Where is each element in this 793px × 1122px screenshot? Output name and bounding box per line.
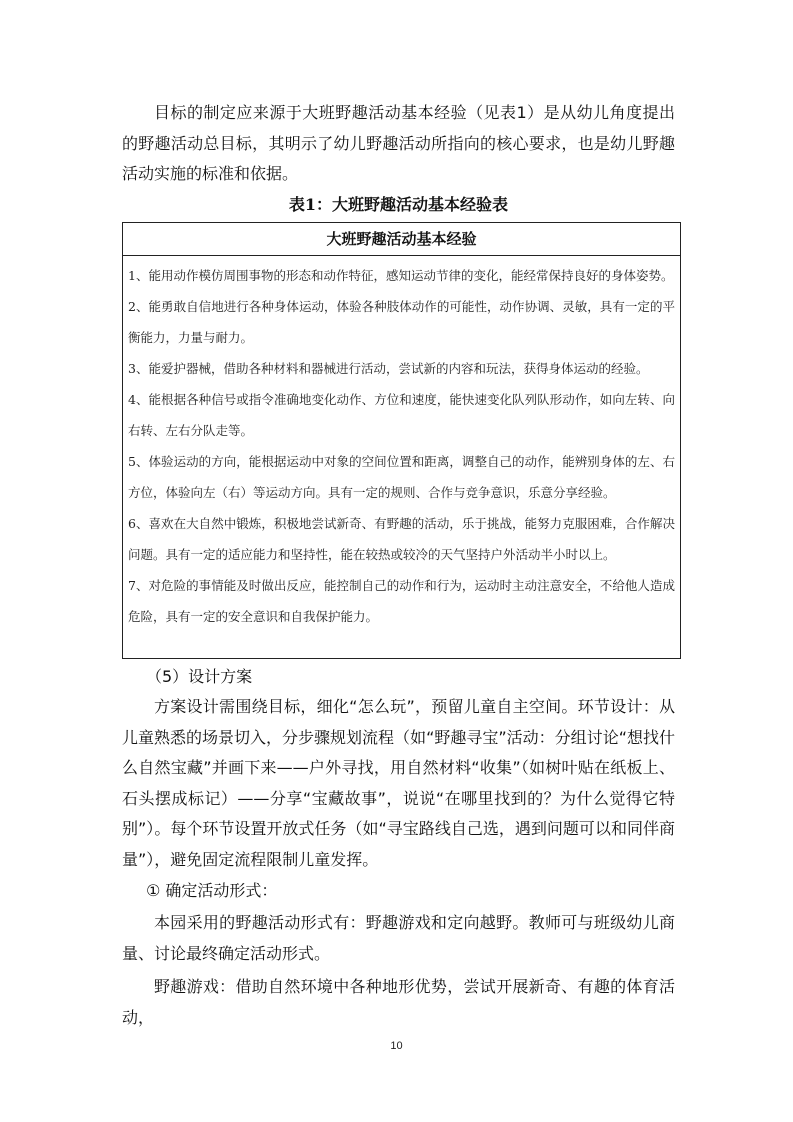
form-paragraph: 本园采用的野趣活动形式有：野趣游戏和定向越野。教师可与班级幼儿商量、讨论最终确定活动形式。 <box>122 913 675 963</box>
table-item-5: 5、体验运动的方向，能根据运动中对象的空间位置和距离，调整自己的动作，能辨别身体的左、右方位，体验向左（右）等运动方向。具有一定的规则、合作与竞争意识，乐意分享经验。 <box>128 454 675 500</box>
table-item-1: 1、能用动作模仿周围事物的形态和动作特征，感知运动节律的变化，能经常保持良好的身体姿势。 <box>128 268 674 283</box>
table-body <box>123 256 680 632</box>
table-item-2: 2、能勇敢自信地进行各种身体运动，体验各种肢体动作的可能性，动作协调、灵敏，具有一定的平衡能力，力量与耐力。 <box>128 299 675 345</box>
table-caption: 表1：大班野趣活动基本经验表 <box>288 195 509 214</box>
game-paragraph: 野趣游戏：借助自然环境中各种地形优势，尝试开展新奇、有趣的体育活动， <box>122 977 675 1027</box>
table-item-7: 7、对危险的事情能及时做出反应，能控制自己的动作和行为，运动时主动注意安全，不给他人造成危险，具有一定的安全意识和自我保护能力。 <box>128 578 675 624</box>
table-item-6: 6、喜欢在大自然中锻炼，积极地尝试新奇、有野趣的活动，乐于挑战，能努力克服困难，合作解决问题。具有一定的适应能力和坚持性，能在较热或较冷的天气坚持户外活动半小时以上。 <box>128 516 675 562</box>
experience-table <box>122 222 681 659</box>
design-paragraph: 方案设计需围绕目标，细化“怎么玩”，预留儿童自主空间。环节设计：从儿童熟悉的场景切入，分步骤规划流程（如“野趣寻宝”活动：分组讨论“想找什么自然宝藏”并画下来——户外寻找，用自然材料“收集”（如树叶贴在纸板上、石头摆成标记）——分享“宝藏故事”，说说“在哪里找到的？为什么觉得它特别”）。每个环节设置开放式任务（如“寻宝路线自己选，遇到问题可以和同伴商量”），避免固定流程限制儿童发挥。 <box>122 697 675 869</box>
table-item-3: 3、能爱护器械，借助各种材料和器械进行活动，尝试新的内容和玩法，获得身体运动的经验。 <box>128 361 649 376</box>
intro-paragraph: 目标的制定应来源于大班野趣活动基本经验（见表1）是从幼儿角度提出的野趣活动总目标，其明示了幼儿野趣活动所指向的核心要求，也是幼儿野趣活动实施的标准和依据。 <box>122 103 675 183</box>
sub-heading: ① 确定活动形式： <box>146 881 278 900</box>
page-number: 10 <box>390 1040 403 1052</box>
section-heading: （5）设计方案 <box>146 667 253 686</box>
table-item-4: 4、能根据各种信号或指令准确地变化动作、方位和速度，能快速变化队列队形动作，如向左转、向右转、左右分队走等。 <box>128 392 675 438</box>
table-header: 大班野趣活动基本经验 <box>123 223 680 256</box>
